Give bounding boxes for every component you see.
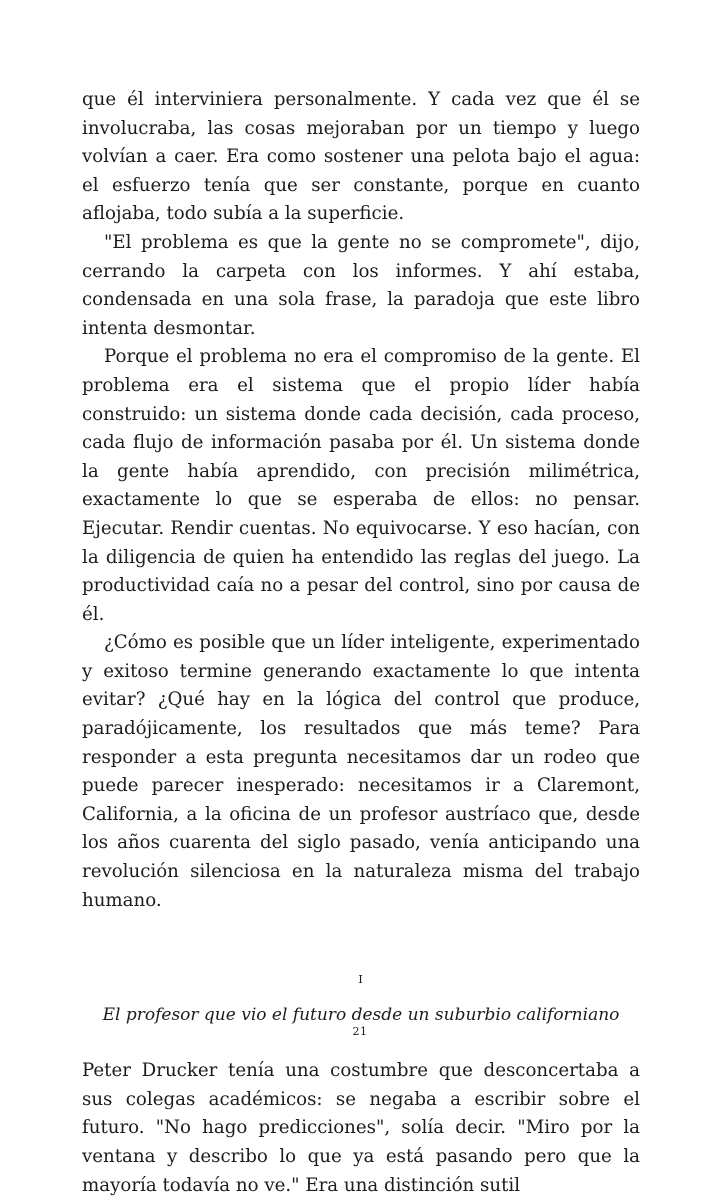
section-number: I — [358, 972, 364, 987]
page-number: 21 — [352, 1025, 368, 1038]
body-paragraph-4: ¿Cómo es posible que un líder inteligente, experimentado y exitoso termine generando exactamente lo que intenta evitar? ¿Qué hay en la lógica del control que produce, paradójicamente, los resultados que más teme? Para responder a esta pregunta necesitamos dar un rodeo que puede parecer inesperado: necesitamos ir a Claremont, California, a la oficina de un profesor austríaco que, desde los años cuarenta del siglo pasado, venía anticipando una revolución silenciosa en la naturaleza misma del trabajo humano. — [82, 632, 640, 911]
section-title: El profesor que vio el futuro desde un suburbio californiano — [102, 1005, 620, 1026]
body-paragraph-3: Porque el problema no era el compromiso de la gente. El problema era el sistema que el propio líder había construido: un sistema donde cada decisión, cada proceso, cada flujo de información pasaba por él. Un sistema donde la gente había aprendido, con precisión milimétrica, exactamente lo que se esperaba de ellos: no pensar. Ejecutar. Rendir cuentas. No equivocarse. Y eso hacían, con la diligencia de quien ha entendido las reglas del juego. La productividad caía no a pesar del control, sino por causa de él. — [82, 346, 640, 625]
body-paragraph-2: "El problema es que la gente no se compromete", dijo, cerrando la carpeta con los informes. Y ahí estaba, condensada en una sola frase, la paradoja que este libro intenta desmontar. — [82, 231, 640, 339]
body-paragraph-1: que él interviniera personalmente. Y cada vez que él se involucraba, las cosas mejoraban por un tiempo y luego volvían a caer. Era como sostener una pelota bajo el agua: el esfuerzo tenía que ser constante, porque en cuanto aflojaba, todo subía a la superficie. — [82, 89, 640, 225]
section-first-paragraph: Peter Drucker tenía una costumbre que desconcertaba a sus colegas académicos: se negaba a escribir sobre el futuro. "No hago predicciones", solía decir. "Miro por la ventana y describo lo que ya está pasando pero que la mayoría todavía no ve." Era una distinción sutil — [82, 1060, 640, 1196]
section-body — [82, 1057, 640, 1200]
